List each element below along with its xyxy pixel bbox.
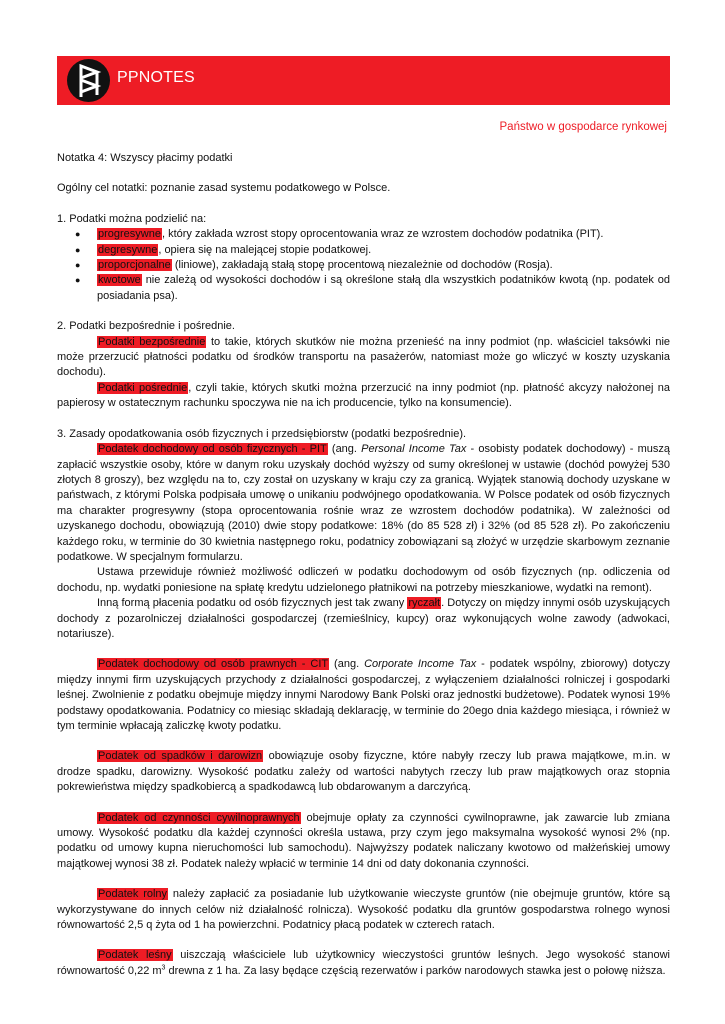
paragraph-pit [57,442,670,565]
term-highlight: Podatek od czynności cywilnoprawnych [98,811,300,824]
paragraph-text: uiszczają właściciele lub użytkownicy wieczystości gruntów leśnych. Jego wysokość stanowi równowartość 0,22 m [57,949,670,977]
section-3-intro: 3. Zasady opodatkowania osób fizycznych i przedsiębiorstw (podatki bezpośrednie). [57,427,467,440]
note-aim [57,181,670,196]
list-item [97,243,670,258]
paragraph-text: , czyli takie, których skutki można przerzucić na inny podmiot (np. płatność akcyzy nałożonej na papierosy w ostatecznym rachunku spoczywa nie na ich producencie, tylko na konsumencie). [57,381,670,410]
term-highlight: kwotowe [98,274,141,287]
paragraph-forest-tax [57,948,670,979]
paragraph-text: obejmuje opłaty za czynności cywilnoprawne, jak zawarcie lub zmiana umowy. Wysokość podatku dla każdej czynności określa ustawa, przy czym jego maksymalna wysokość wynosi 2% (np. podatku od umowy kupna nieruchomości lub samochodu). Najwyższy podatek naliczany kwotowo od małżeńskiej umowy majątkowej wynosi 38 zł. Podatek należy wpłacić w terminie 14 dni od daty dokonania czynności. [57,811,670,870]
paragraph-text: - osobisty podatek dochodowy) - muszą zapłacić wszystkie osoby, które w danym roku uzyskały dochód wyższy od sumy określonej w ustawie (dochód powyżej 530 złotych 8 groszy), bez względu na to, czy został on uzyskany w kraju czy za granicą. Wyjątek stanowią dochody uzyskane w państwach, z którymi Polska podpisała umowę o unikaniu podwójnego opodatkowania. W Polsce podatek od osób fizycznych ma charakter progresywny (stopa oprocentowania rośnie wraz ze wzrostem dochodów podatnika). W zależności od uzyskanego dochodu, obowiązują (2010) dwie stopy podatkowe: 18% (do 85 528 zł) i 32% (od 85 528 zł). Po zakończeniu każdego roku, w terminie do 30 kwietnia następnego roku, podatnicy zobowiązani są złożyć w urzędzie skarbowym zeznanie podatkowe. W specjalnym formularzu. [57,443,670,563]
paragraph-cit [57,657,670,734]
term-highlight: Podatek leśny [98,949,172,962]
paragraph-agricultural-tax [57,887,670,933]
paragraph-direct-taxes [57,335,670,381]
term-highlight: progresywne [98,228,161,241]
term-highlight: proporcjonalne [98,259,171,272]
term-highlight: degresywne [98,243,158,256]
brand-name: PPNOTES [117,69,195,86]
paragraph-text: obowiązuje osoby fizyczne, które nabyły rzeczy lub prawa majątkowe, m.in. w drodze spadku, darowizny. Wysokość podatku zależy od wartości nabytych rzeczy lub praw majątkowych oraz stopnia pokrewieństwa między spadkobiercą a spadkodawcą lub obdarowanym a darczyńcą. [57,750,670,794]
term-highlight: ryczałt [408,597,441,610]
paragraph-text: to takie, których skutków nie można przenieść na inny podmiot (np. właściciel taksówki nie może przerzucić płatności podatku od środków transportu na pasażerów, natomiast może go wliczyć w koszty uzyskania dochodu). [57,335,671,379]
term-highlight: Podatki pośrednie [98,381,188,394]
item-text: nie zależą od wysokości dochodów i są określone stałą dla wszystkich podatników kwotą (np. podatek od posiadania psa). [97,274,670,302]
header-banner [57,56,670,105]
aim-label: Ogólny cel notatki: [57,182,148,195]
list-item [97,273,670,304]
superscript: 3 [161,964,166,972]
ppnotes-logo-icon [67,59,110,102]
english-term: Personal Income Tax [361,443,467,456]
term-highlight: Podatek rolny [98,888,168,901]
paragraph-text: drewna z 1 ha. Za lasy będące częścią rezerwatów i parków narodowych stawka jest o połowę niższa. [165,964,666,977]
paragraph-pit-deductions: Ustawa przewiduje również możliwość odliczeń w podatku dochodowym od osób fizycznych (np. odliczenia od dochodu, np. wydatki poniesione na spłatę kredytu udzielonego płatnikowi na potrzeby mieszkaniowe, wydatki na remont). [57,566,670,594]
term-highlight: Podatek od spadków i darowizn [98,750,263,763]
term-highlight: Podatek dochodowy od osób prawnych - CIT [98,658,329,671]
paragraph-text: należy zapłacić za posiadanie lub użytkowanie wieczyste gruntów (nie obejmuje gruntów, które są wykorzystywane do innych celów niż działalność rolnicza). Wysokość podatku dla gruntów gospodarstwa rolnego wynosi równowartość 2,5 q żyta od 1 ha powierzchni. Podatnicy płacą podatek w czterech ratach. [57,888,670,932]
note-body [57,151,670,979]
paragraph-text: (ang. [327,443,362,456]
paragraph-text: . Dotyczy on między innymi osób uzyskujących dochody z pozarolniczej działalności gospodarczej (rzemieślnicy, kupcy) oraz wykonujących wolne zawody (adwokaci, notariusze). [57,597,670,640]
paragraph-text: - podatek wspólny, zbiorowy) dotyczy między innymi firm uzyskujących przychody z działalności gospodarczej, z wyłączeniem działalności rolniczej i gospodarki leśnej. Zwolnienie z podatku obejmuje między innymi Narodowy Bank Polski oraz jednostki budżetowe). Podatek wynosi 19% podstawy opodatkowania. Podatnicy co miesiąc składają deklarację, w terminie do 20ego dnia każdego miesiąca, i również w tym terminie wpłacają zaliczkę kwoty podatku. [57,658,671,732]
paragraph-ryczalt [57,596,670,642]
term-highlight: Podatki bezpośrednie [98,335,206,348]
paragraph-inheritance-tax [57,749,670,795]
topic-title: Państwo w gospodarce rynkowej [499,121,667,133]
aim-text: poznanie zasad systemu podatkowego w Polsce. [147,182,391,195]
tax-types-list [57,227,670,304]
term-highlight: Podatek dochodowy od osób fizycznych - PIT [98,443,327,456]
item-text: (liniowe), zakładają stałą stopę procentową niezależnie od dochodów (Rosja). [171,259,553,272]
section-1-intro: 1. Podatki można podzielić na: [57,212,207,225]
paragraph-indirect-taxes [57,381,670,412]
list-item [97,227,670,242]
item-text: , który zakłada wzrost stopy oprocentowania wraz ze wzrostem dochodów podatnika (PIT). [161,228,604,241]
paragraph-civil-law-tax [57,811,670,873]
list-item [97,258,670,273]
item-text: , opiera się na malejącej stopie podatkowej. [158,243,372,256]
section-2-intro: 2. Podatki bezpośrednie i pośrednie. [57,320,235,333]
paragraph-text: (ang. [329,658,365,671]
note-title: Notatka 4: Wszyscy płacimy podatki [57,152,233,164]
paragraph-text: Inną formą płacenia podatku od osób fizycznych jest tak zwany [97,597,408,610]
english-term: Corporate Income Tax [364,658,477,671]
